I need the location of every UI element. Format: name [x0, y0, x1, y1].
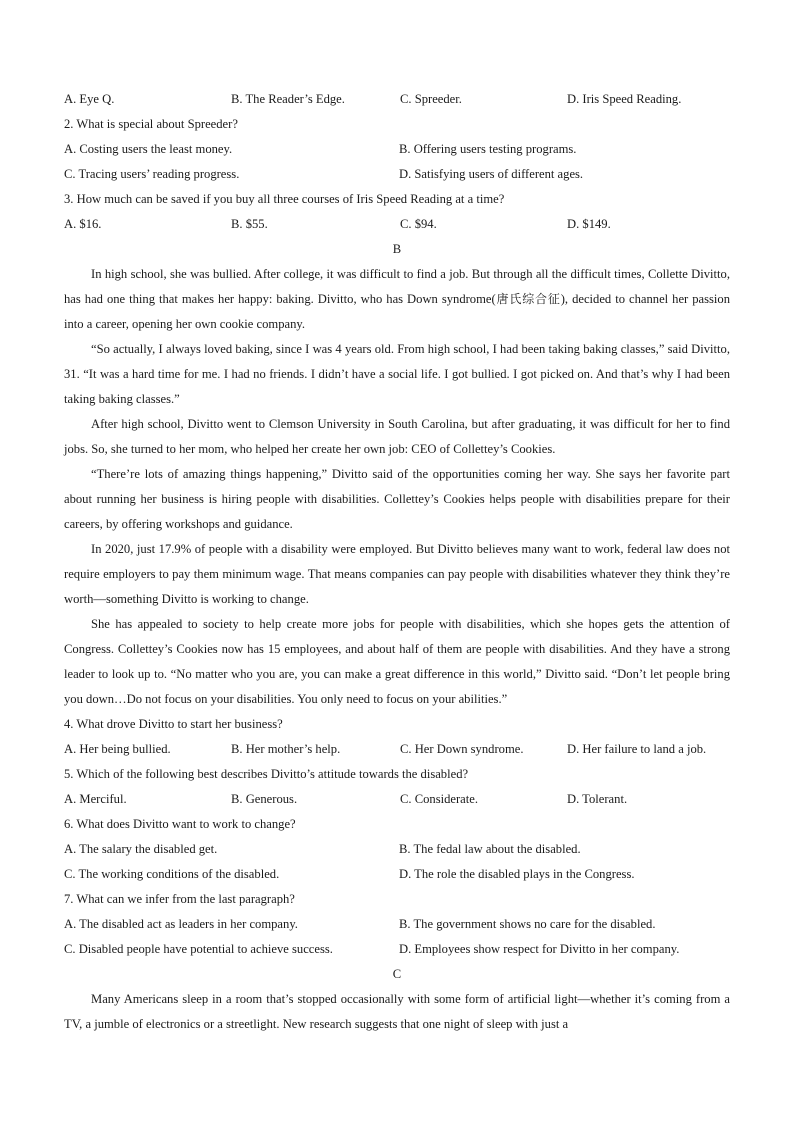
q2-options-row1	[64, 137, 730, 162]
q7-option-b[interactable]: B. The government shows no care for the disabled.	[399, 917, 656, 931]
q3-options	[64, 212, 730, 237]
q5-option-a[interactable]: A. Merciful.	[64, 792, 127, 806]
q6-option-d[interactable]: D. The role the disabled plays in the Congress.	[399, 867, 635, 881]
section-b-heading: B	[392, 242, 402, 256]
q5-option-b[interactable]: B. Generous.	[231, 792, 298, 806]
q1-options	[64, 87, 730, 112]
q4-option-b[interactable]: B. Her mother’s help.	[231, 742, 341, 756]
q4-option-c[interactable]: C. Her Down syndrome.	[400, 742, 524, 756]
q3-question: 3. How much can be saved if you buy all three courses of Iris Speed Reading at a time?	[64, 192, 505, 206]
q7-question: 7. What can we infer from the last paragraph?	[64, 892, 295, 906]
q3-option-b[interactable]: B. $55.	[231, 217, 268, 231]
passage-b-p1-cjk: 唐氏综合征	[495, 292, 561, 306]
q6-option-a[interactable]: A. The salary the disabled get.	[64, 842, 218, 856]
q3-option-c[interactable]: C. $94.	[400, 217, 437, 231]
q6-options-row1	[64, 837, 730, 862]
q3-option-d[interactable]: D. $149.	[567, 217, 611, 231]
passage-c-paragraph-1: Many Americans sleep in a room that’s stopped occasionally with some form of artificial light—whether it’s coming from a TV, a jumble of electronics or a streetlight. New research suggests that one night of sleep with just a	[64, 992, 730, 1031]
q7-option-d[interactable]: D. Employees show respect for Divitto in her company.	[399, 942, 680, 956]
q4-options	[64, 737, 730, 762]
q5-option-d[interactable]: D. Tolerant.	[567, 792, 628, 806]
q2-option-c[interactable]: C. Tracing users’ reading progress.	[64, 167, 240, 181]
q5-option-c[interactable]: C. Considerate.	[400, 792, 478, 806]
passage-b-paragraph-4: “There’re lots of amazing things happening,” Divitto said of the opportunities coming her way. She says her favorite part about running her business is hiring people with disabilities. Collettey’s Cookies helps people with disabilities prepare for their careers, by offering workshops and guidance.	[64, 467, 730, 531]
q7-option-a[interactable]: A. The disabled act as leaders in her company.	[64, 917, 298, 931]
q1-option-a[interactable]: A. Eye Q.	[64, 92, 115, 106]
exam-page	[64, 87, 730, 1037]
passage-b-paragraph-5: In 2020, just 17.9% of people with a disability were employed. But Divitto believes many want to work, federal law does not require employers to pay them minimum wage. That means companies can pay people with disabilities whatever they think they’re worth—something Divitto is working to change.	[64, 542, 730, 606]
q6-question: 6. What does Divitto want to work to change?	[64, 817, 296, 831]
passage-b-p1-text-a: In high school, she was bullied. After college, it was difficult to find a job. But through all the difficult times, Collette Divitto, has had one thing that makes her happy: baking. Divitto, who has Down syndrome(	[64, 267, 730, 306]
passage-b-paragraph-6: She has appealed to society to help create more jobs for people with disabilities, which she hopes gets the attention of Congress. Collettey’s Cookies now has 15 employees, and about half of them are people with disabilities. And they have a strong leader to look up to. “No matter who you are, you can make a great difference in this world,” Divitto said. “Don’t let people bring you down…Do not focus on your disabilities. You only need to focus on your abilities.”	[64, 617, 730, 706]
passage-b-paragraph-2: “So actually, I always loved baking, since I was 4 years old. From high school, I had been taking baking classes,” said Divitto, 31. “It was a hard time for me. I had no friends. I didn’t have a social life. I got bullied. I got picked on. And that’s why I had been taking baking classes.”	[64, 342, 730, 406]
q2-option-a[interactable]: A. Costing users the least money.	[64, 142, 233, 156]
q2-options-row2	[64, 162, 730, 187]
q4-question: 4. What drove Divitto to start her business?	[64, 717, 283, 731]
q6-option-c[interactable]: C. The working conditions of the disabled.	[64, 867, 280, 881]
q2-option-d[interactable]: D. Satisfying users of different ages.	[399, 167, 584, 181]
q7-option-c[interactable]: C. Disabled people have potential to achieve success.	[64, 942, 333, 956]
q4-option-d[interactable]: D. Her failure to land a job.	[567, 742, 707, 756]
q3-option-a[interactable]: A. $16.	[64, 217, 102, 231]
q6-option-b[interactable]: B. The fedal law about the disabled.	[399, 842, 581, 856]
q1-option-c[interactable]: C. Spreeder.	[400, 92, 462, 106]
q5-question: 5. Which of the following best describes Divitto’s attitude towards the disabled?	[64, 767, 469, 781]
q6-options-row2	[64, 862, 730, 887]
passage-b-paragraph-1	[64, 262, 730, 337]
q7-options-row1	[64, 912, 730, 937]
q2-option-b[interactable]: B. Offering users testing programs.	[399, 142, 577, 156]
passage-b-paragraph-3: After high school, Divitto went to Clemson University in South Carolina, but after graduating, it was difficult for her to find jobs. So, she turned to her mom, who helped her create her own job: CEO of Collettey’s Cookies.	[64, 417, 730, 456]
q2-question: 2. What is special about Spreeder?	[64, 117, 238, 131]
section-c-heading: C	[392, 967, 402, 981]
q5-options	[64, 787, 730, 812]
q4-option-a[interactable]: A. Her being bullied.	[64, 742, 171, 756]
q1-option-d[interactable]: D. Iris Speed Reading.	[567, 92, 682, 106]
q7-options-row2	[64, 937, 730, 962]
q1-option-b[interactable]: B. The Reader’s Edge.	[231, 92, 345, 106]
passage-b-p1-text-b: ), decided to channel her passion into a career, opening her own cookie company.	[64, 292, 730, 331]
